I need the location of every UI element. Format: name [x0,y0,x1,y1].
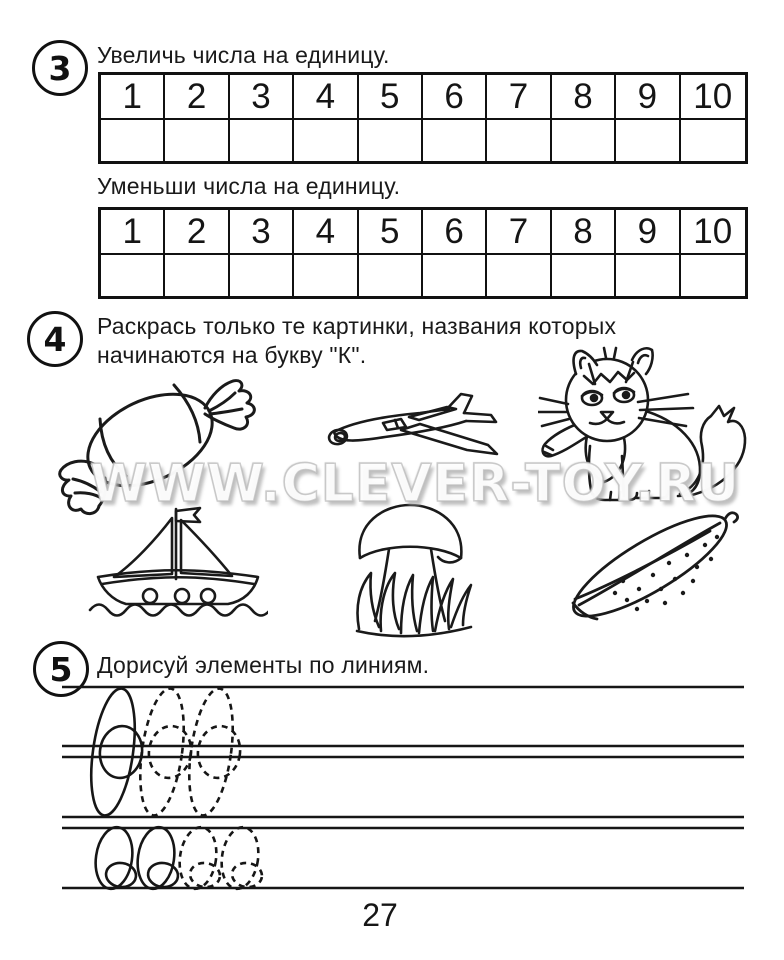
number-cell: 10 [681,75,745,120]
number-cell: 3 [230,210,294,255]
number-cell: 8 [552,75,616,120]
number-cell: 2 [165,210,229,255]
answer-cell [359,120,423,161]
number-cell: 9 [616,75,680,120]
airplane-drawing [325,392,505,470]
task4-instruction-line1: Раскрась только те картинки, названия которых [97,313,617,339]
task5-badge-number: 5 [49,649,73,689]
answer-cell [681,120,745,161]
decrease-table [98,207,748,299]
number-cell: 9 [616,210,680,255]
trace-element-dashed [133,686,243,818]
task5-instruction: Дорисуй элементы по линиям. [97,652,430,678]
answer-cell [359,255,423,296]
answer-cell [423,255,487,296]
increase-table [98,72,748,164]
answer-cell [294,255,358,296]
trace-element-solid [92,825,180,891]
number-cell: 5 [359,210,423,255]
number-cell: 3 [230,75,294,120]
answer-cell [165,120,229,161]
number-cell: 6 [423,75,487,120]
sailboat-drawing [88,505,268,627]
answer-cell [616,255,680,296]
number-cell: 8 [552,210,616,255]
writing-lines [54,680,748,895]
answer-cell [165,255,229,296]
number-cell: 7 [487,75,551,120]
number-cell: 1 [101,210,165,255]
cat-drawing [538,346,763,506]
trace-element-solid [84,686,145,818]
answer-cell [552,120,616,161]
number-cell: 6 [423,210,487,255]
candy-drawing [45,368,260,518]
number-cell: 2 [165,75,229,120]
trace-element-dashed [176,825,264,891]
answer-cell [294,120,358,161]
answer-cell [681,255,745,296]
number-cell: 4 [294,75,358,120]
number-cell: 10 [681,210,745,255]
answer-cell [616,120,680,161]
task4-badge [27,311,83,367]
mushroom-drawing [345,497,475,640]
answer-cell [101,255,165,296]
task4-badge-number: 4 [43,319,67,359]
number-cell: 1 [101,75,165,120]
answer-cell [552,255,616,296]
number-cell: 7 [487,210,551,255]
task3-increase-instruction: Увеличь числа на единицу. [97,42,390,68]
answer-cell [230,255,294,296]
watermark-text: WWW.CLEVER-TOY.RU [90,454,741,514]
number-cell: 4 [294,210,358,255]
answer-cell [423,120,487,161]
task3-badge-number: 3 [48,48,72,88]
answer-cell [487,255,551,296]
task3-decrease-instruction: Уменьши числа на единицу. [97,173,401,199]
task4-instruction-line2: начинаются на букву "К". [97,342,367,368]
answer-cell [230,120,294,161]
cucumber-drawing [565,505,745,630]
answer-cell [101,120,165,161]
task3-badge [32,40,88,96]
answer-cell [487,120,551,161]
number-cell: 5 [359,75,423,120]
page-number: 27 [362,897,398,933]
